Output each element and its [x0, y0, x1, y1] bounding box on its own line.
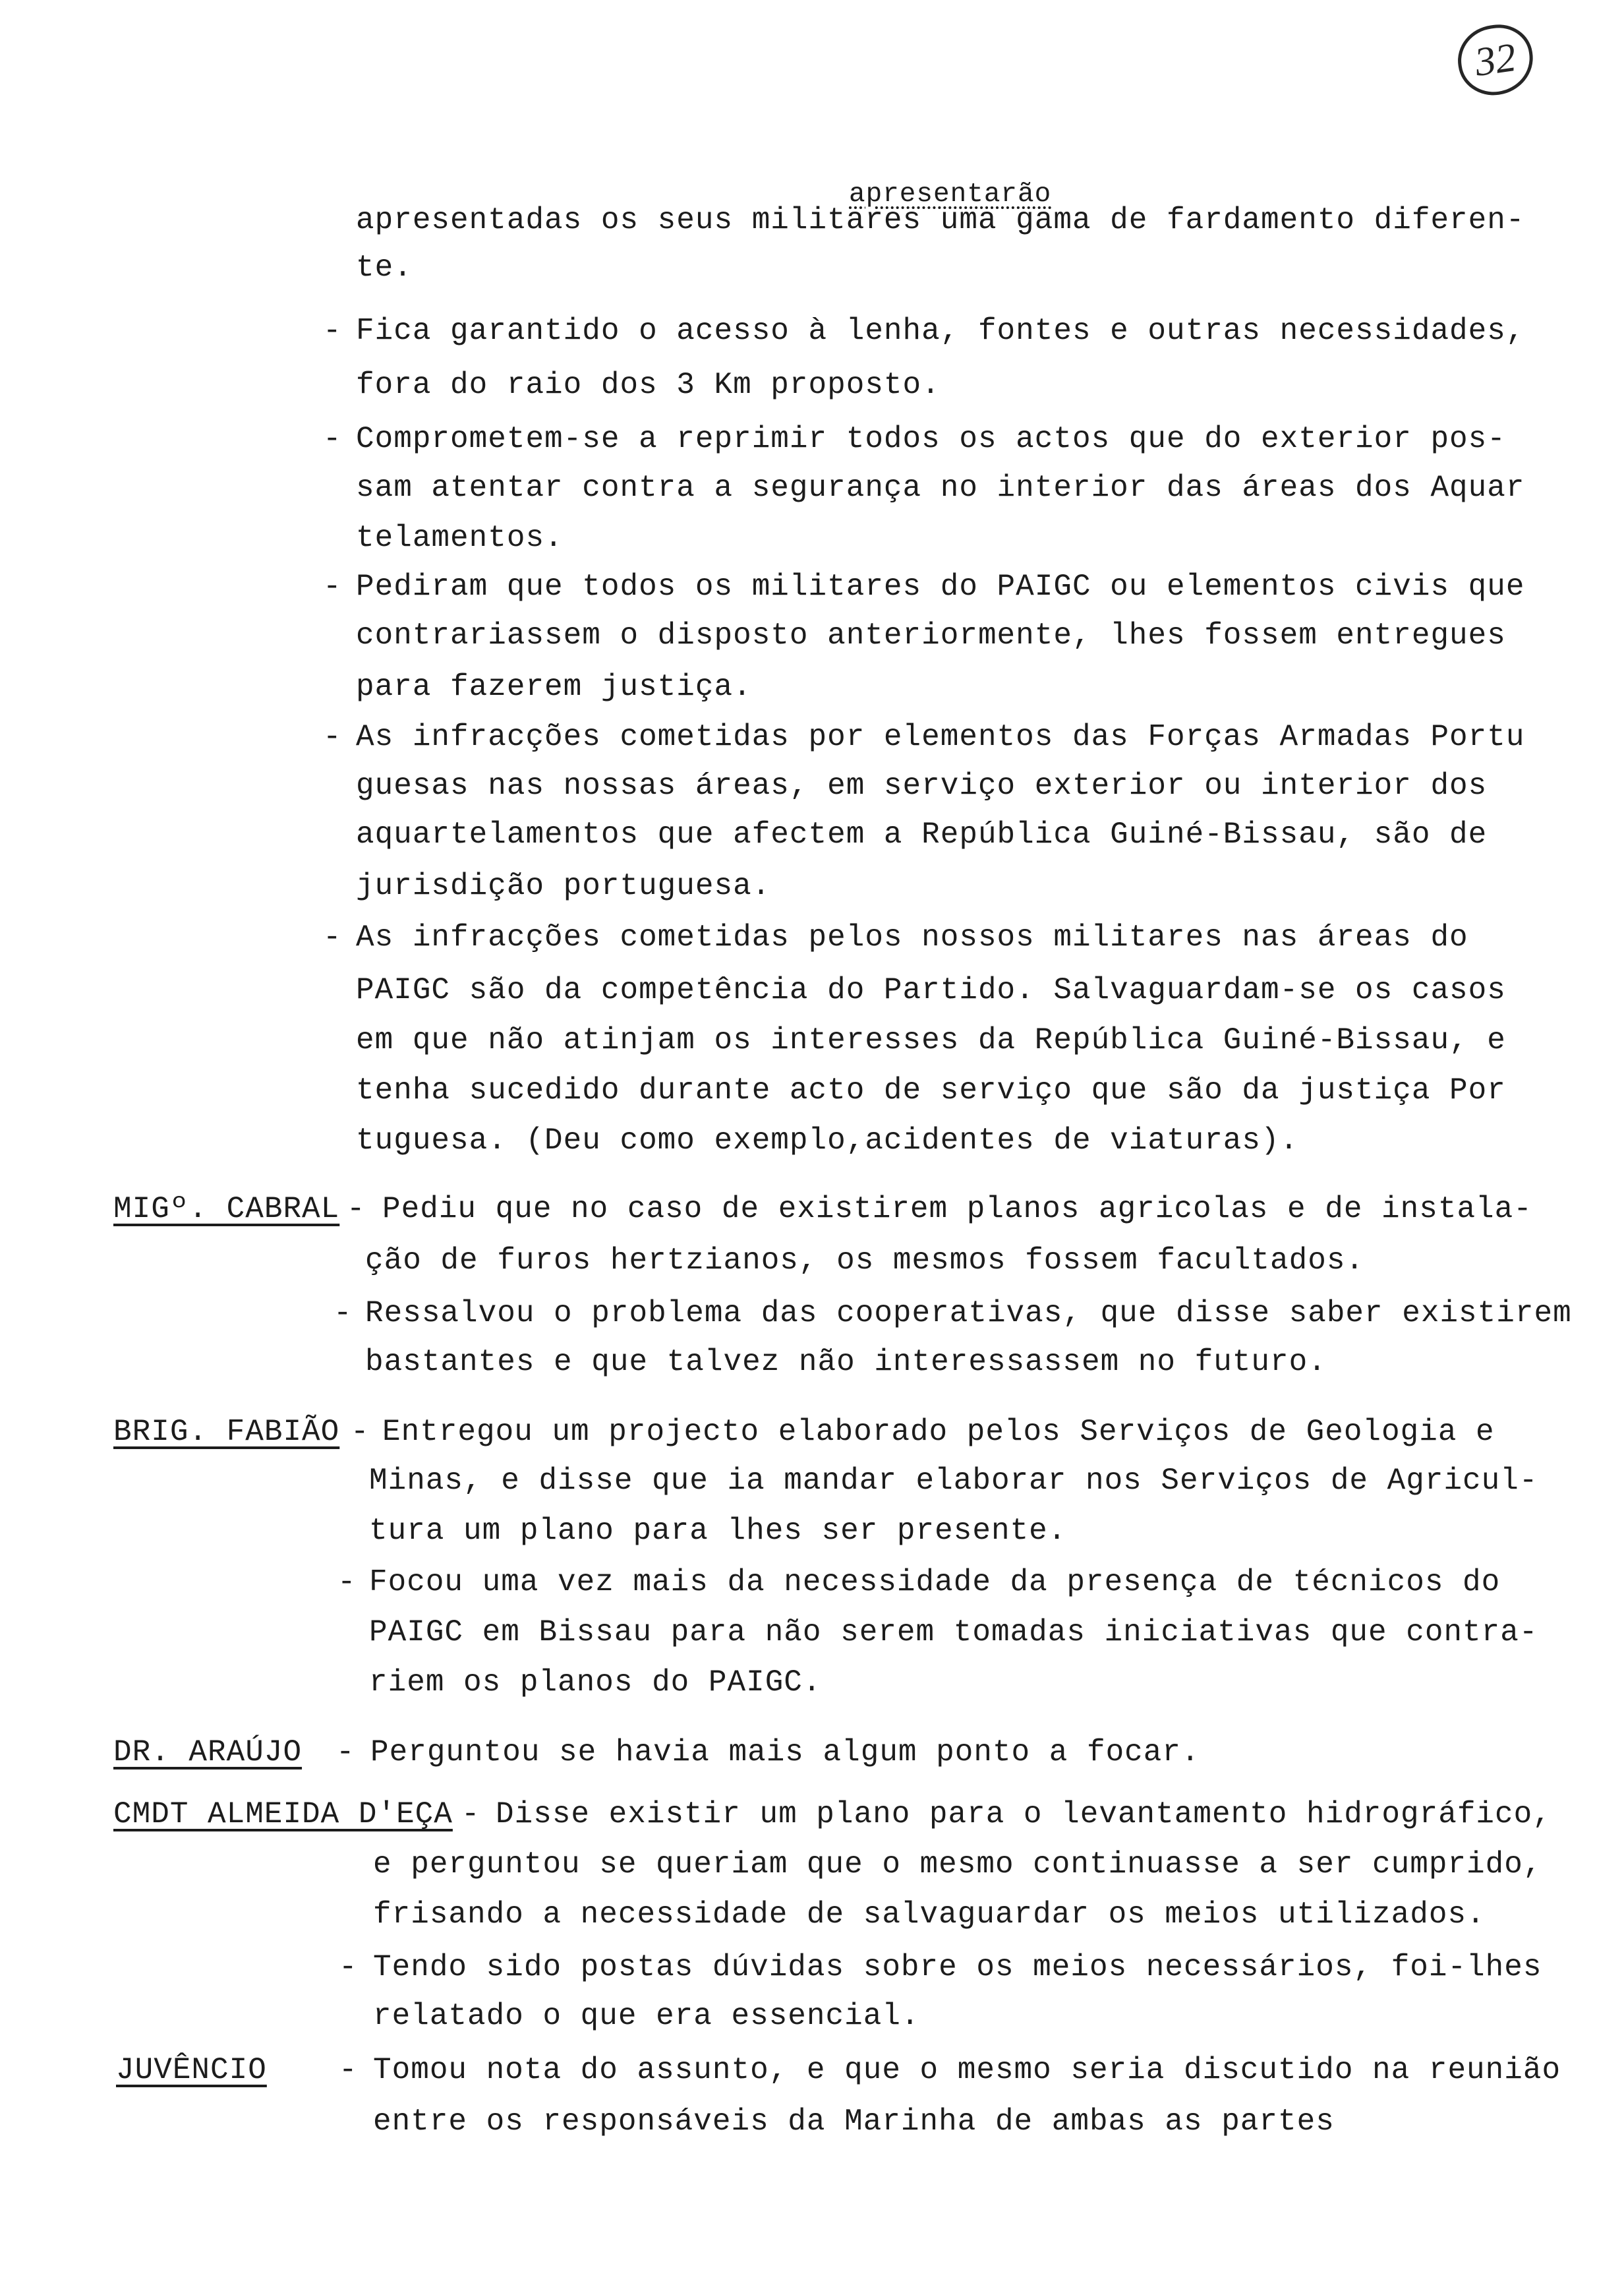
text-line: tenha sucedido durante acto de serviço que são da justiça Por: [356, 1073, 1506, 1108]
text-line: PAIGC são da competência do Partido. Salvaguardam-se os casos: [356, 973, 1506, 1007]
list-dash: -: [323, 920, 341, 955]
text-line: jurisdição portuguesa.: [356, 869, 771, 903]
list-dash: -: [347, 1192, 365, 1226]
text-line: As infracções cometidas pelos nossos militares nas áreas do: [356, 920, 1468, 955]
text-line: em que não atinjam os interesses da República Guiné-Bissau, e: [356, 1023, 1506, 1057]
text-line: te.: [356, 251, 413, 285]
text-line: As infracções cometidas por elementos das Forças Armadas Portu: [356, 720, 1525, 754]
text-line: Perguntou se havia mais algum ponto a focar.: [370, 1735, 1200, 1769]
list-dash: -: [323, 422, 341, 456]
page-number: 32: [1453, 20, 1538, 100]
text-line: tura um plano para lhes ser presente.: [369, 1514, 1067, 1548]
speaker-cabral: MIGº. CABRAL: [113, 1192, 340, 1226]
text-line: Minas, e disse que ia mandar elaborar nos Serviços de Agricul-: [369, 1464, 1538, 1498]
text-line: tuguesa. (Deu como exemplo,acidentes de viaturas).: [356, 1123, 1299, 1158]
text-line: aquartelamentos que afectem a República Guiné-Bissau, são de: [356, 818, 1488, 852]
text-line: Entregou um projecto elaborado pelos Serviços de Geologia e: [382, 1415, 1495, 1449]
text-line: Focou uma vez mais da necessidade da presença de técnicos do: [369, 1565, 1501, 1599]
text-line: entre os responsáveis da Marinha de ambas as partes: [373, 2104, 1335, 2139]
text-line: e perguntou se queriam que o mesmo continuasse a ser cumprido,: [373, 1847, 1542, 1882]
text-line: bastantes e que talvez não interessassem no futuro.: [365, 1345, 1327, 1379]
list-dash: -: [339, 1950, 357, 1984]
list-dash: -: [323, 720, 341, 754]
list-dash: -: [323, 314, 341, 348]
list-dash: -: [337, 1565, 356, 1599]
text-line: Ressalvou o problema das cooperativas, que disse saber existirem: [365, 1296, 1572, 1330]
text-line: ção de furos hertzianos, os mesmos fossem facultados.: [365, 1243, 1365, 1278]
text-line: contrariassem o disposto anteriormente, lhes fossem entregues: [356, 618, 1506, 653]
text-line: Tendo sido postas dúvidas sobre os meios necessários, foi-lhes: [373, 1950, 1542, 1984]
text-line: PAIGC em Bissau para não serem tomadas iniciativas que contra-: [369, 1615, 1538, 1650]
speaker-fabiao: BRIG. FABIÃO: [113, 1415, 340, 1449]
text-line: Tomou nota do assunto, e que o mesmo seria discutido na reunião: [373, 2053, 1561, 2087]
list-dash: -: [334, 1296, 352, 1330]
text-line: Comprometem-se a reprimir todos os actos que do exterior pos-: [356, 422, 1506, 456]
list-dash: -: [351, 1415, 369, 1449]
speaker-juvencio: JUVÊNCIO: [116, 2053, 267, 2087]
text-line: fora do raio dos 3 Km proposto.: [356, 368, 941, 402]
text-line: para fazerem justiça.: [356, 670, 752, 704]
list-dash: -: [339, 2053, 357, 2087]
text-line: relatado o que era essencial.: [373, 1999, 920, 2033]
list-dash: -: [461, 1797, 480, 1831]
text-line: riem os planos do PAIGC.: [369, 1665, 822, 1700]
speaker-araujo: DR. ARAÚJO: [113, 1735, 303, 1769]
list-dash: -: [323, 570, 341, 604]
interlinear-insertion: apresentarão: [849, 179, 1052, 210]
text-line: guesas nas nossas áreas, em serviço exterior ou interior dos: [356, 769, 1488, 803]
text-line: Disse existir um plano para o levantamento hidrográfico,: [496, 1797, 1552, 1831]
text-line: Pediram que todos os militares do PAIGC ou elementos civis que: [356, 570, 1525, 604]
speaker-almeida: CMDT ALMEIDA D'EÇA: [113, 1797, 453, 1831]
text-line: apresentadas os seus militares uma gama de fardamento diferen-: [356, 203, 1525, 237]
text-line: Pediu que no caso de existirem planos agricolas e de instala-: [382, 1192, 1532, 1226]
text-line: frisando a necessidade de salvaguardar os meios utilizados.: [373, 1897, 1486, 1932]
list-dash: -: [336, 1735, 355, 1769]
text-line: telamentos.: [356, 521, 564, 555]
text-line: Fica garantido o acesso à lenha, fontes e outras necessidades,: [356, 314, 1525, 348]
text-line: sam atentar contra a segurança no interior das áreas dos Aquar: [356, 471, 1525, 505]
